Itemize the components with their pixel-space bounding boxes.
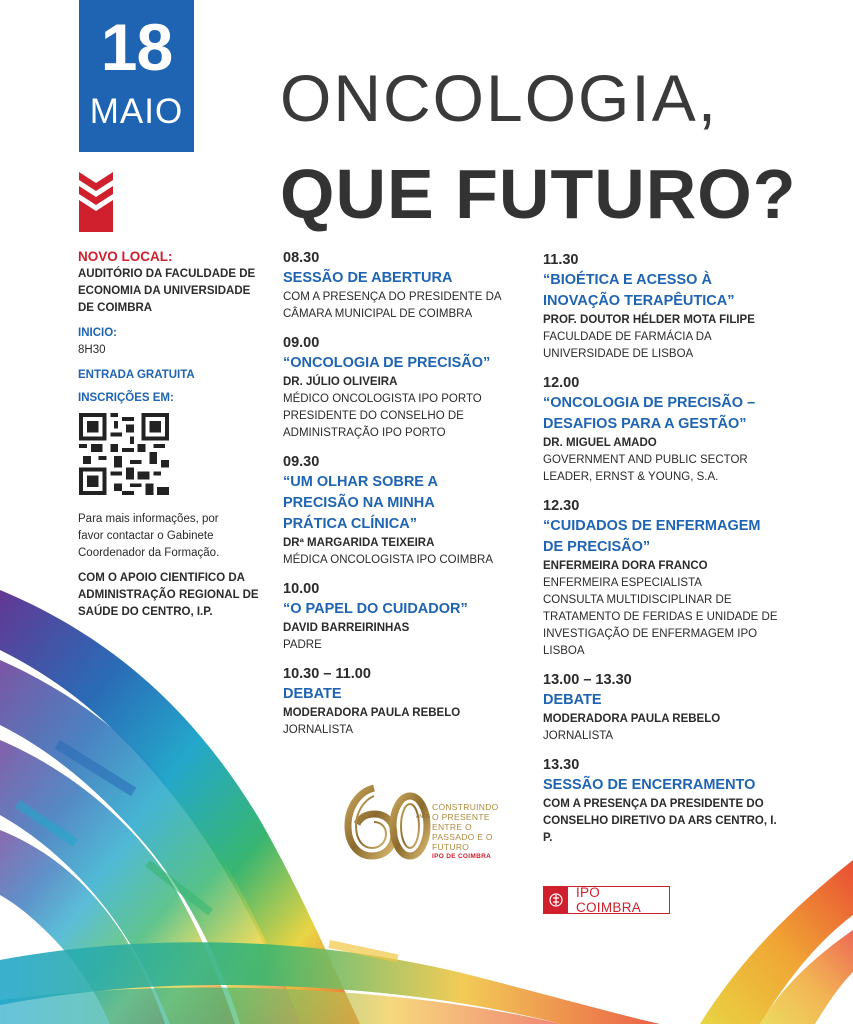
session-speaker: DRª MARGARIDA TEIXEIRA — [283, 537, 435, 549]
session-detail: LEADER, ERNST & YOUNG, S.A. — [543, 471, 719, 483]
session-detail: JORNALISTA — [543, 730, 614, 742]
venue-line: AUDITÓRIO DA FACULDADE DE — [78, 268, 256, 280]
support-line: SAÚDE DO CENTRO, I.P. — [78, 606, 213, 618]
session-speaker: DR. JÚLIO OLIVEIRA — [283, 376, 398, 388]
session-detail: INVESTIGAÇÃO DE ENFERMAGEM IPO — [543, 628, 758, 640]
session-title: PRÁTICA CLÍNICA” — [283, 516, 417, 532]
session-speaker: MODERADORA PAULA REBELO — [283, 707, 461, 719]
program-item — [283, 579, 523, 654]
session-detail: UNIVERSIDADE DE LISBOA — [543, 348, 694, 360]
session-time: 10.00 — [283, 581, 320, 597]
session-detail: TRATAMENTO DE FERIDAS E UNIDADE DE — [543, 611, 778, 623]
venue-line: DE COIMBRA — [78, 302, 153, 314]
ipo-coimbra-logo — [543, 886, 670, 914]
session-time: 13.00 – 13.30 — [543, 672, 632, 688]
logo-text-line: PASSADO E O FUTURO — [432, 832, 493, 852]
sixty-years-text — [432, 802, 522, 862]
session-time: 12.30 — [543, 498, 580, 514]
program-item — [283, 452, 523, 569]
session-title: DEBATE — [283, 686, 342, 702]
program-item — [543, 250, 783, 363]
session-speaker: PROF. DOUTOR HÉLDER MOTA FILIPE — [543, 314, 755, 326]
session-detail: ADMINISTRAÇÃO IPO PORTO — [283, 427, 446, 439]
session-time: 13.30 — [543, 757, 580, 773]
session-detail: COM A PRESENÇA DO PRESIDENTE DA — [283, 291, 502, 303]
session-speaker: MODERADORA PAULA REBELO — [543, 713, 721, 725]
session-title: “ONCOLOGIA DE PRECISÃO” — [283, 355, 491, 371]
venue-heading: NOVO LOCAL: — [78, 249, 173, 264]
session-time: 11.30 — [543, 252, 579, 268]
session-time: 12.00 — [543, 375, 580, 391]
program-item — [283, 248, 523, 323]
more-info-line: favor contactar o Gabinete — [78, 530, 214, 542]
session-detail: PADRE — [283, 639, 322, 651]
session-title: PRECISÃO NA MINHA — [283, 495, 435, 511]
session-title: SESSÃO DE ABERTURA — [283, 270, 453, 286]
title-line-2: QUE FUTURO? — [280, 155, 797, 233]
event-month: MAIO — [89, 92, 184, 131]
registration-label: INSCRIÇÕES EM: — [78, 392, 174, 404]
venue-line: ECONOMIA DA UNIVERSIDADE — [78, 285, 251, 297]
session-title: DE PRECISÃO” — [543, 539, 651, 555]
session-time: 10.30 – 11.00 — [283, 666, 371, 682]
support-line: ADMINISTRAÇÃO REGIONAL DE — [78, 589, 259, 601]
session-detail: MÉDICO ONCOLOGISTA IPO PORTO — [283, 393, 482, 405]
anos-label: ANOS — [416, 814, 431, 820]
chevron-down-icon — [79, 172, 113, 232]
session-title: INOVAÇÃO TERAPÊUTICA” — [543, 293, 735, 309]
session-title: SESSÃO DE ENCERRAMENTO — [543, 777, 756, 793]
session-title: “BIOÉTICA E ACESSO À — [543, 272, 712, 288]
session-detail: ENFERMEIRA ESPECIALISTA — [543, 577, 702, 589]
session-detail: FACULDADE DE FARMÁCIA DA — [543, 331, 712, 343]
program-item — [543, 496, 783, 660]
qr-code[interactable] — [78, 413, 170, 495]
session-title: “CUIDADOS DE ENFERMAGEM — [543, 518, 761, 534]
event-date-box — [79, 0, 194, 152]
start-time: 8H30 — [78, 344, 106, 356]
more-info-line: Coordenador da Formação. — [78, 547, 220, 559]
free-entry-label: ENTRADA GRATUITA — [78, 369, 195, 381]
sixty-years-mark — [342, 782, 432, 862]
program-column-left — [283, 248, 523, 749]
session-title: DESAFIOS PARA A GESTÃO” — [543, 416, 747, 432]
session-speaker: COM A PRESENÇA DA PRESIDENTE DO — [543, 798, 764, 810]
session-title: “O PAPEL DO CUIDADOR” — [283, 601, 468, 617]
event-day: 18 — [100, 10, 173, 84]
session-detail: MÉDICA ONCOLOGISTA IPO COIMBRA — [283, 554, 494, 566]
program-item — [543, 755, 783, 847]
session-detail: LISBOA — [543, 645, 585, 657]
session-title: “UM OLHAR SOBRE A — [283, 474, 438, 490]
session-detail: JORNALISTA — [283, 724, 354, 736]
session-title: “ONCOLOGIA DE PRECISÃO – — [543, 395, 756, 411]
support-line: COM O APOIO CIENTIFICO DA — [78, 572, 245, 584]
session-speaker: CONSELHO DIRETIVO DA ARS CENTRO, I. P. — [543, 815, 777, 844]
start-label: INICIO: — [78, 327, 117, 339]
title-line-1: ONCOLOGIA, — [280, 61, 719, 135]
session-time: 09.00 — [283, 335, 320, 351]
session-speaker: DAVID BARREIRINHAS — [283, 622, 410, 634]
session-speaker: DR. MIGUEL AMADO — [543, 437, 657, 449]
program-item — [283, 333, 523, 442]
session-detail: CÂMARA MUNICIPAL DE COIMBRA — [283, 308, 473, 320]
session-speaker: ENFERMEIRA DORA FRANCO — [543, 560, 708, 572]
sixty-years-logo — [342, 782, 522, 862]
program-item — [543, 373, 783, 486]
program-column-right — [543, 250, 783, 857]
ipo-coimbra-label: IPO COIMBRA — [575, 885, 642, 915]
session-time: 08.30 — [283, 250, 320, 266]
session-title: DEBATE — [543, 692, 602, 708]
ipo-emblem-icon — [544, 887, 568, 913]
logo-text-line: O PRESENTE ENTRE O — [432, 812, 490, 832]
event-info — [78, 248, 268, 621]
session-detail: CONSULTA MULTIDISCIPLINAR DE — [543, 594, 732, 606]
session-detail: GOVERNMENT AND PUBLIC SECTOR — [543, 454, 748, 466]
session-time: 09.30 — [283, 454, 320, 470]
program-item — [283, 664, 523, 739]
session-detail: PRESIDENTE DO CONSELHO DE — [283, 410, 464, 422]
logo-text-line: CONSTRUINDO — [432, 802, 499, 812]
more-info-line: Para mais informações, por — [78, 513, 219, 525]
program-item — [543, 670, 783, 745]
logo-subtext: IPO DE COIMBRA — [432, 853, 492, 860]
